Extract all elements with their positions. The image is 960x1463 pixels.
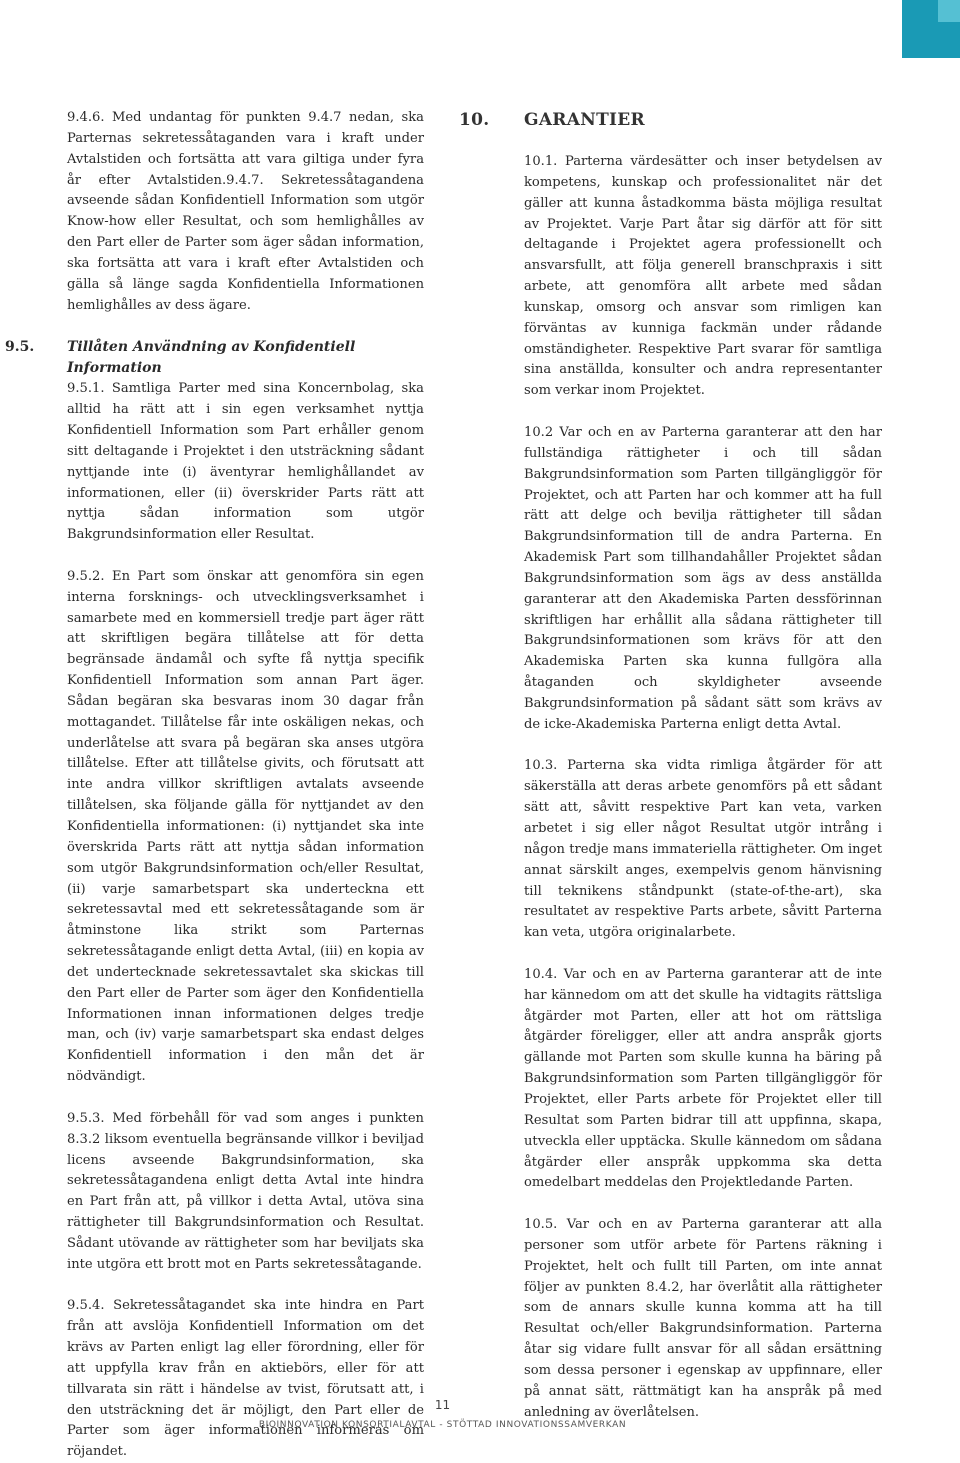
- clause-9-5-2: 9.5.2. En Part som önskar att genomföra sin egen interna forsknings- och utvecklingsverksamhet i samarbete med en kommersiell tredje part äger rätt att skriftligen begära tillåtelse att för detta begränsade ändamål och syfte få nyttja specifik Konfidentiell Information som annan Part äger. Sådan begäran ska besvaras inom 30 dagar från mottagandet. Tillåtelse får inte oskäligen nekas, och underlåtelse att svara på begäran ska anses utgöra tillåtelse. Efter att tillåtelse givits, och förutsatt att inte andra villkor skriftligen avtalats avseende tillåtelsen, ska följande gälla för nyttjandet av den Konfidentiella informationen: (i) nyttjandet ska inte överskrida Parts rätt att nyttja sådan information som utgör Bakgrundsinformation och/eller Resultat, (ii) varje samarbetspart ska underteckna ett sekretessavtal med ett sekretessåtagande som är åtminstone lika strikt som Parternas sekretessåtagande enligt detta Avtal, (iii) en kopia av det undertecknade sekretessavtalet ska skickas till den Part eller de Parter som äger den Konfidentiella Informationen innan informationen delges tredje man, och (iv) varje samarbetspart ska endast delges Konfidentiell information i den mån det är nödvändigt.: [67, 568, 424, 1085]
- section-heading-9-5: [5, 337, 424, 379]
- section-number: 9.5.: [5, 339, 35, 356]
- corner-accent-inner: [938, 0, 960, 22]
- chapter-number: 10.: [459, 110, 490, 130]
- section-title: Tillåten Användning av Konfidentiell Information: [67, 339, 356, 377]
- chapter-title: GARANTIER: [524, 110, 645, 130]
- page-footer: BIOINNOVATION KONSORTIALAVTAL - STÖTTAD INNOVATIONSSAMVERKAN: [258, 1420, 627, 1430]
- clause-9-5-3: 9.5.3. Med förbehåll för vad som anges i punkten 8.3.2 liksom eventuella begränsande villkor i beviljad licens avseende Bakgrundsinformation, ska sekretessåtagandena enligt detta Avtal inte hindra en Part från att, på villkor i detta Avtal, utöva sina rättigheter till Bakgrundsinformation och Resultat. Sådant utövande av rättigheter som har beviljats ska inte utgöra ett brott mot en Parts sekretessåtagande.: [67, 1110, 424, 1272]
- clause-10-5: 10.5. Var och en av Parterna garanterar att alla personer som utför arbete för Partens räkning i Projektet, helt och fullt till Parten, om inte annat följer av punkten 8.4.2, har överlåtit alla rättigheter som de annars skulle kunna komma att ha till Resultat och/eller Bakgrundsinformation. Parterna åtar sig vidare fullt ansvar för all sådan ersättning som dessa personer i egenskap av uppfinnare, eller på annat sätt, rättmätigt kan ha anspråk på med anledning av överlåtelsen.: [524, 1217, 882, 1420]
- clause-10-1: 10.1. Parterna värdesätter och inser betydelsen av kompetens, kunskap och professionalitet när det gäller att kunna åstadkomma bästa möjliga resultat av Projektet. Varje Part åtar sig därför att för sitt deltagande i Projektet agera professionellt och ansvarsfullt, att följa generell branschpraxis i sitt arbete, att genomföra allt arbete med sådan kunskap, omsorg och ansvar som rimligen kan förväntas av kunniga fackmän under rådande omständigheter. Respektive Part svarar för samtliga sina anställda, konsulter och andra representanter som verkar inom Projektet.: [524, 154, 882, 399]
- clause-9-5-4: 9.5.4. Sekretessåtagandet ska inte hindra en Part från att avslöja Konfidentiell Information om det krävs av Parten enligt lag eller förordning, eller för att uppfylla krav från en aktiebörs, eller för att tillvarata sin rätt i händelse av tvist, förutsatt att, i den utsträckning det är möjligt, den Part eller de Parter som äger informationen informeras om röjandet.: [67, 1298, 424, 1460]
- clause-9-5-1: 9.5.1. Samtliga Parter med sina Koncernbolag, ska alltid ha rätt att i sin egen verksamhet nyttja Konfidentiell Information som Part erhåller genom sitt deltagande i Projektet i den utsträckning sådant nyttjande inte (i) äventyrar hemlighållandet av informationen, eller (ii) överskrider Parts rätt att nyttja sådan information som utgör Bakgrundsinformation eller Resultat.: [67, 381, 424, 543]
- page-number: 11: [434, 1398, 451, 1412]
- corner-accent-block: [902, 0, 960, 58]
- clause-10-3: 10.3. Parterna ska vidta rimliga åtgärder för att säkerställa att deras arbete genomförs på ett sådant sätt att, såvitt respektive Part kan veta, varken arbetet i sig eller något Resultat utgör intrång i någon tredje mans immateriella rättigheter. Om inget annat särskilt anges, exempelvis genom hänvisning till teknikens ståndpunkt (state-of-the-art), ska resultatet av respektive Parts arbete, såvitt Parterna kan veta, utgöra originalarbete.: [524, 758, 882, 941]
- clause-10-4: 10.4. Var och en av Parterna garanterar att de inte har kännedom om att det skulle ha vidtagits rättsliga åtgärder mot Parten, eller att hot om rättsliga åtgärder föreligger, eller att andra anspråk gjorts gällande mot Parten som skulle kunna ha bäring på Bakgrundsinformation som Parten tillgängliggör för Projektet, eller Parts arbete för Projektet eller till Resultat som Parten bidrar till att uppfinna, skapa, utveckla eller upptäcka. Skulle kännedom om sådana åtgärder eller anspråk uppkomma ska detta omedelbart meddelas den Projektledande Parten.: [524, 966, 882, 1191]
- clause-9-4-6: 9.4.6. Med undantag för punkten 9.4.7 nedan, ska Parternas sekretessåtaganden vara i kraft under Avtalstiden och fortsätta att vara giltiga under fyra år efter Avtalstiden.9.4.7. Sekretessåtagandena avseende sådan Konfidentiell Information som utgör Know-how eller Resultat, och som hemlighålles av den Part eller de Parter som äger sådan information, ska fortsätta att vara i kraft efter Avtalstiden och gälla så länge sagda Konfidentiella Informationen hemlighålles av dess ägare.: [67, 110, 424, 313]
- clause-10-2: 10.2 Var och en av Parterna garanterar att den har fullständiga rättigheter i och till sådan Bakgrundsinformation som Parten tillgängliggör för Projektet, och att Parten har och kommer att ha full rätt att delge och bevilja rättigheter till sådan Bakgrundsinformation till de andra Parterna. En Akademisk Part som tillhandahåller Projektet sådan Bakgrundsinformation som ägs av dess anställda garanterar att den Akademiska Parten dessförinnan skriftligen har erhållit alla sådana rättigheter till Bakgrundsinformationen som krävs för att den Akademiska Parten ska kunna fullgöra alla åtaganden och skyldigheter avseende Bakgrundsinformation på sådant sätt som krävs av de icke-Akademiska Parterna enligt detta Avtal.: [524, 424, 882, 732]
- right-column: [459, 108, 882, 1423]
- chapter-heading-10: [459, 108, 882, 132]
- left-column: [5, 108, 424, 1463]
